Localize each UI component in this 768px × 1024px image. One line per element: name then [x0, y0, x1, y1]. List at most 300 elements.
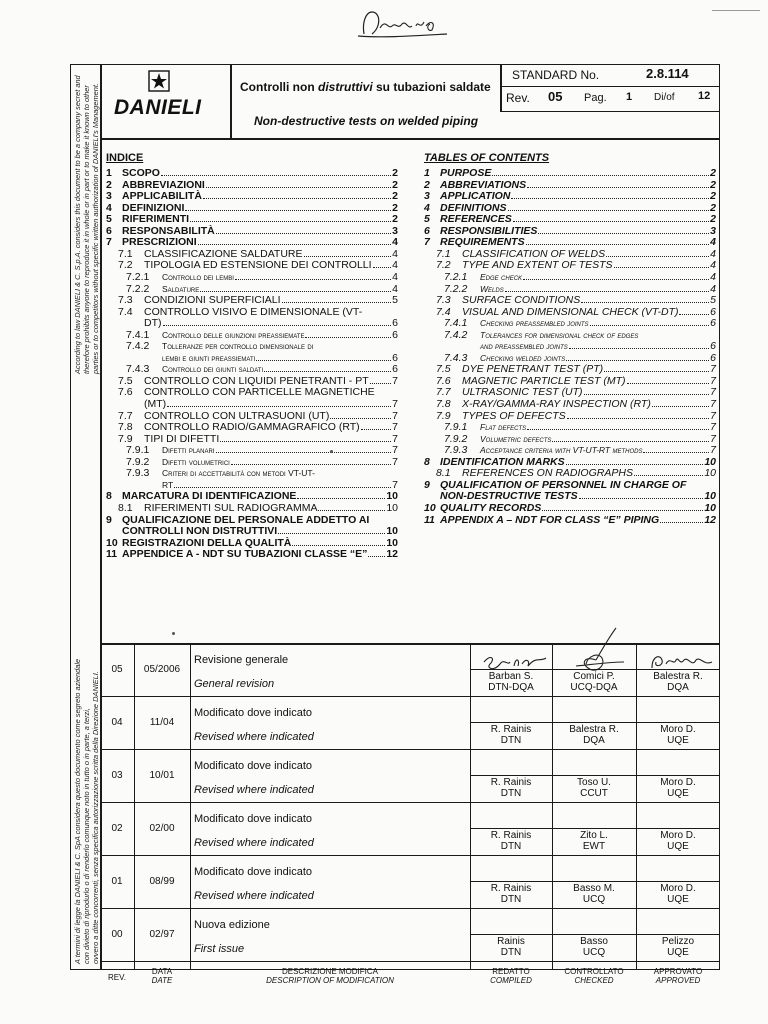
footer-date-label-en: DATE	[151, 976, 173, 985]
toc-entry-number: 7.9.2	[444, 432, 468, 445]
toc-entry-page: 2	[710, 167, 716, 179]
toc-entry-page: 7	[710, 363, 716, 376]
toc-entry-title: (MT)	[144, 398, 167, 410]
toc-entry-page: 7	[392, 478, 398, 491]
toc-entry-number: 7.7	[436, 386, 451, 399]
toc-entry-number: 7.9	[118, 432, 133, 445]
toc-leader	[526, 244, 710, 245]
toc-entry	[118, 386, 398, 398]
toc-entry-page: 4	[392, 259, 398, 272]
toc-entry-page: 4	[710, 236, 716, 249]
of-label: Di/of	[654, 92, 675, 103]
toc-entry-title: QUALIFICATION OF PERSONNEL IN CHARGE OF	[440, 478, 687, 491]
footer-approved-label-en: APPROVED	[655, 976, 701, 985]
company-logo	[104, 66, 228, 136]
toc-leader	[167, 406, 391, 407]
compiled-by: R. Rainis	[490, 883, 532, 894]
toc-entry-number: 7	[424, 236, 430, 249]
revision-description-it: Modificato dove indicato	[194, 760, 313, 772]
table-column-rule	[134, 643, 135, 970]
toc-entry	[444, 329, 716, 341]
toc-leader	[652, 406, 709, 407]
revision-description-en: First issue	[194, 943, 245, 955]
checked-dept: UCQ	[582, 947, 606, 958]
toc-entry-page: 2	[710, 201, 716, 214]
toc-entry-page: 2	[710, 190, 716, 203]
revision-number: 05	[111, 664, 123, 675]
approved-dept: DQA	[667, 682, 689, 693]
approved-dept: UQE	[667, 735, 689, 746]
toc-entry-number: 10	[424, 501, 436, 514]
toc-entry-page: 6	[710, 305, 716, 318]
compiled-dept: DTN-DQA	[488, 682, 534, 693]
toc-entry-title: CLASSIFICAZIONE SALDATURE	[144, 247, 303, 260]
footer-approved-label: APPROVATO	[653, 967, 703, 976]
toc-entry-number: 7.6	[118, 386, 133, 399]
revision-date: 02/00	[149, 823, 175, 834]
footer-date-label: DATA	[151, 967, 173, 976]
approved-by: Moro D.	[660, 724, 696, 735]
toc-entry	[444, 352, 716, 364]
top-signature	[352, 4, 452, 42]
toc-entry	[118, 294, 398, 306]
toc-entry	[424, 213, 716, 225]
toc-entry	[126, 352, 398, 364]
revision-description-it: Modificato dove indicato	[194, 707, 313, 719]
footer-desc-label-en: DESCRIPTION OF MODIFICATION	[266, 976, 394, 985]
toc-entry	[118, 248, 398, 260]
table-row-rule	[100, 696, 720, 697]
toc-entry	[424, 514, 716, 526]
toc-entry-number: 7.2.1	[444, 270, 468, 283]
toc-entry-title: TYPES OF DEFECTS	[462, 409, 566, 422]
toc-leader	[318, 510, 385, 511]
toc-entry	[424, 456, 716, 468]
toc-leader	[174, 487, 391, 488]
toc-entry-title: PRESCRIZIONI	[122, 236, 197, 249]
toc-leader	[282, 302, 392, 303]
toc-leader	[216, 452, 392, 453]
revision-date: 11/04	[149, 717, 175, 728]
toc-entry-title: VISUAL AND DIMENSIONAL CHECK (VT-DT)	[462, 305, 679, 318]
checked-by: Basso M.	[573, 883, 615, 894]
toc-entry-title: Edge check	[480, 271, 523, 282]
toc-entry	[118, 502, 398, 514]
revision-description-en: Revised where indicated	[194, 731, 314, 743]
header-mid-rule	[500, 111, 720, 112]
toc-entry-number: 4	[424, 201, 430, 214]
toc-entry-title: RIFERIMENTI	[122, 213, 190, 226]
toc-entry	[106, 167, 398, 179]
toc-entry-title: Difetti volumetrici	[162, 456, 230, 467]
toc-entry-title: CLASSIFICATION OF WELDS	[462, 247, 606, 260]
revision-description-it: Modificato dove indicato	[194, 866, 313, 878]
toc-entry-title: Checking preassembled joints	[480, 318, 589, 329]
toc-entry-title: QUALIFICAZIONE DEL PERSONALE ADDETTO AI	[122, 513, 370, 526]
toc-entry-page: 6	[710, 340, 716, 353]
toc-en-heading: TABLES OF CONTENTS	[424, 152, 550, 164]
compiled-dept: DTN	[500, 894, 522, 905]
toc-entry	[424, 202, 716, 214]
toc-entry-number: 7.4	[118, 305, 133, 318]
approved-by: Pelizzo	[661, 936, 695, 947]
toc-entry-page: 5	[392, 294, 398, 307]
toc-entry	[106, 225, 398, 237]
toc-entry-number: 2	[424, 178, 430, 191]
toc-leader	[508, 210, 710, 211]
table-row-rule	[100, 802, 720, 803]
toc-entry-title: ABBREVIAZIONI	[122, 178, 205, 191]
toc-entry-page: 2	[710, 213, 716, 226]
toc-entry	[126, 271, 398, 283]
toc-entry-title: ABBREVIATIONS	[440, 178, 527, 191]
toc-leader	[584, 394, 710, 395]
toc-entry-number: 7.4.2	[444, 328, 468, 341]
toc-entry	[424, 502, 716, 514]
toc-entry	[126, 444, 398, 456]
toc-entry-title: APPLICATION	[440, 190, 511, 203]
toc-entry	[126, 479, 398, 491]
compiled-dept: DTN	[500, 841, 522, 852]
toc-entry	[436, 294, 716, 306]
table-signer-rule	[470, 722, 720, 723]
toc-entry-page: 10	[704, 490, 716, 503]
revision-description-it: Revisione generale	[194, 654, 289, 666]
toc-leader	[581, 302, 709, 303]
toc-entry-number: 9	[424, 478, 430, 491]
checked-dept: CCUT	[580, 788, 608, 799]
revision-description-en: Revised where indicated	[194, 784, 314, 796]
toc-leader	[256, 360, 391, 361]
toc-entry	[436, 248, 716, 260]
toc-entry-page: 12	[704, 513, 716, 526]
toc-entry-number: 4	[106, 201, 112, 214]
toc-entry-title: MARCATURA DI IDENTIFICAZIONE	[122, 490, 297, 503]
toc-leader	[566, 464, 704, 465]
table-signer-rule	[470, 775, 720, 776]
toc-entry	[118, 410, 398, 422]
approved-dept: UQE	[667, 841, 689, 852]
checked-by: Toso U.	[577, 777, 611, 788]
toc-entry-number: 10	[106, 536, 118, 549]
toc-entry-page: 10	[386, 490, 398, 503]
toc-entry-page: 2	[392, 167, 398, 179]
side-strip-divider	[100, 64, 102, 970]
toc-entry-page: 6	[392, 363, 398, 376]
header-standard-divider	[500, 64, 502, 112]
toc-entry	[126, 363, 398, 375]
toc-it-heading: INDICE	[106, 152, 144, 164]
toc-entry	[444, 271, 716, 283]
toc-entry-page: 7	[392, 421, 398, 434]
toc-entry-page: 2	[392, 178, 398, 191]
checked-dept: DQA	[583, 735, 605, 746]
toc-entry-number: 8	[424, 455, 430, 468]
toc-leader	[492, 175, 709, 176]
compiled-dept: DTN	[500, 788, 522, 799]
toc-entry-title: and preassembled joints	[480, 341, 568, 352]
toc-entry-number: 3	[106, 190, 112, 203]
toc-leader	[634, 475, 703, 476]
toc-entry-title: Saldature	[162, 283, 200, 294]
toc-leader	[200, 291, 391, 292]
checked-dept: UCQ	[582, 894, 606, 905]
toc-entry	[444, 340, 716, 352]
toc-leader	[505, 291, 709, 292]
toc-entry	[118, 398, 398, 410]
header-logo-divider	[230, 64, 232, 139]
revision-number: 01	[111, 876, 123, 887]
toc-leader	[220, 441, 391, 442]
toc-entry	[436, 363, 716, 375]
toc-entry-page: 3	[710, 224, 716, 237]
toc-entry-title: Acceptance criteria with VT-UT-RT methods	[480, 445, 643, 456]
toc-entry-page: 10	[386, 536, 398, 549]
toc-entry	[126, 340, 398, 352]
toc-entry-page: 4	[392, 247, 398, 260]
toc-entry-number: 7.7	[118, 409, 133, 422]
toc-leader	[330, 418, 391, 419]
toc-leader	[590, 325, 710, 326]
revision-date: 02/97	[149, 929, 175, 940]
toc-entry	[436, 467, 716, 479]
table-signer-rule	[470, 828, 720, 829]
toc-entry-number: 7.2.2	[126, 282, 150, 295]
toc-entry-number: 1	[106, 167, 112, 179]
rev-label: Rev.	[506, 91, 530, 105]
toc-entry-title: SCOPO	[122, 167, 160, 179]
toc-leader	[161, 175, 391, 176]
toc-entry-number: 5	[424, 213, 430, 226]
revision-description-en: Revised where indicated	[194, 890, 314, 902]
toc-leader	[606, 256, 709, 257]
toc-leader	[185, 210, 391, 211]
footer-compiled-label-en: COMPILED	[490, 976, 532, 985]
toc-entry	[126, 467, 398, 479]
approved-by: Moro D.	[660, 883, 696, 894]
toc-entry-number: 7.9	[436, 409, 451, 422]
toc-entry-title: REGISTRAZIONI DELLA QUALITÀ	[122, 536, 292, 549]
toc-leader	[305, 337, 391, 338]
toc-leader	[203, 198, 391, 199]
toc-entry-page: 7	[710, 421, 716, 434]
toc-entry	[118, 259, 398, 271]
toc-entry-title: CONTROLLO VISIVO E DIMENSIONALE (VT-	[144, 305, 363, 318]
toc-entry-number: 7.9.3	[444, 444, 468, 457]
approved-dept: UQE	[667, 894, 689, 905]
toc-entry	[444, 421, 716, 433]
toc-entry-page: 7	[392, 444, 398, 457]
toc-entry-title: QUALITY RECORDS	[440, 501, 542, 514]
toc-entry-title: CONTROLLO CON ULTRASUONI (UT)	[144, 409, 330, 422]
toc-entry	[424, 225, 716, 237]
company-name: DANIELI	[114, 96, 202, 119]
toc-entry-page: 10	[386, 525, 398, 538]
toc-entry-title: APPENDICE A - NDT SU TUBAZIONI CLASSE “E”	[122, 548, 368, 561]
toc-entry-page: 4	[710, 247, 716, 260]
toc-entry	[118, 317, 398, 329]
toc-entry-page: 7	[710, 444, 716, 457]
toc-entry-title: Checking welded joints	[480, 352, 566, 363]
toc-leader	[614, 267, 710, 268]
document-title-it: Controlli non distruttivi su tubazioni saldate	[240, 80, 491, 94]
toc-leader	[511, 198, 709, 199]
toc-entry	[424, 236, 716, 248]
table-signer-rule	[470, 881, 720, 882]
toc-entry-number: 7.5	[436, 363, 451, 376]
stray-mark	[172, 632, 175, 635]
footer-checked-label: CONTROLLATO	[564, 967, 624, 976]
toc-entry-page: 10	[704, 467, 716, 480]
toc-leader	[231, 464, 391, 465]
toc-entry-page: 4	[392, 282, 398, 295]
toc-entry	[444, 444, 716, 456]
toc-entry-page: 12	[386, 548, 398, 561]
stray-mark	[330, 450, 333, 453]
toc-entry-page: 6	[710, 351, 716, 364]
compiled-dept: DTN	[500, 735, 522, 746]
standard-number: 2.8.114	[646, 66, 689, 81]
toc-entry-number: 7.2	[436, 259, 451, 272]
toc-entry-number: 7.2	[118, 259, 133, 272]
toc-entry-number: 7.9.2	[126, 455, 150, 468]
toc-entry-title: Volumetric defects	[480, 433, 552, 444]
toc-entry-title: Tolerances for dimensional check of edges	[480, 329, 639, 340]
toc-entry-number: 7.9.1	[444, 421, 468, 434]
toc-leader	[579, 498, 704, 499]
toc-entry	[106, 213, 398, 225]
footer-compiled-label: REDATTO	[492, 967, 530, 976]
toc-leader	[264, 371, 391, 372]
checked-by: Comici P.	[573, 671, 615, 682]
toc-entry	[436, 410, 716, 422]
document-title-en: Non-destructive tests on welded piping	[254, 114, 479, 128]
toc-entry-title: RT	[162, 479, 174, 490]
toc-entry-number: 7.5	[118, 374, 133, 387]
toc-leader	[604, 371, 709, 372]
total-pages: 12	[698, 90, 711, 102]
toc-entry-page: 4	[710, 270, 716, 283]
toc-entry-page: 10	[704, 501, 716, 514]
table-row-rule	[100, 908, 720, 909]
toc-leader	[679, 314, 709, 315]
toc-leader	[552, 441, 709, 442]
toc-entry-page: 6	[710, 317, 716, 330]
revision-number: 00	[111, 929, 123, 940]
toc-entry-title: X-RAY/GAMMA-RAY INSPECTION (RT)	[462, 398, 651, 410]
toc-leader	[361, 429, 392, 430]
toc-leader	[523, 279, 709, 280]
toc-entry-title: IDENTIFICATION MARKS	[440, 455, 565, 468]
approved-by: Moro D.	[660, 777, 696, 788]
toc-entry-number: 6	[424, 224, 430, 237]
compiled-by: Barban S.	[488, 671, 534, 682]
toc-entry-number: 11	[106, 548, 118, 561]
page-label: Pag.	[584, 92, 607, 104]
toc-entry-title: NON-DESTRUCTIVE TESTS	[440, 490, 578, 503]
toc-entry-page: 6	[392, 351, 398, 364]
toc-entry-title: DEFINITIONS	[440, 201, 507, 214]
toc-entry-number: 5	[106, 213, 112, 226]
toc-leader	[198, 244, 391, 245]
toc-leader	[292, 545, 385, 546]
checked-dept: EWT	[582, 841, 606, 852]
toc-entry-page: 7	[392, 398, 398, 410]
toc-entry-number: 8	[106, 490, 112, 503]
toc-entry-number: 8.1	[436, 467, 451, 480]
standard-label: STANDARD No.	[512, 68, 600, 82]
toc-entry-number: 7.9.3	[126, 467, 150, 480]
rev-number: 05	[548, 89, 563, 104]
toc-entry-title: MAGNETIC PARTICLE TEST (MT)	[462, 374, 626, 387]
toc-entry-page: 2	[710, 178, 716, 191]
table-row-rule	[100, 749, 720, 750]
toc-entry-number: 7	[106, 236, 112, 249]
toc-entry-title: RESPONSABILITÀ	[122, 224, 215, 237]
toc-leader	[368, 556, 385, 557]
toc-entry	[118, 433, 398, 445]
toc-entry	[126, 283, 398, 295]
toc-entry-page: 10	[386, 501, 398, 514]
toc-entry	[106, 490, 398, 502]
toc-entry-page: 7	[710, 398, 716, 410]
toc-entry	[126, 456, 398, 468]
toc-leader	[373, 267, 392, 268]
checked-by: Basso	[580, 936, 608, 947]
toc-leader	[527, 429, 709, 430]
compiled-by: R. Rainis	[490, 777, 532, 788]
revision-number: 03	[111, 770, 123, 781]
toc-entry-title: DT)	[144, 317, 162, 330]
toc-entry-page: 7	[710, 374, 716, 387]
header-standard-rule	[500, 86, 720, 87]
toc-entry-number: 9	[106, 513, 112, 526]
table-signer-rule	[470, 934, 720, 935]
toc-entry-title: REFERENCES ON RADIOGRAPHS	[462, 467, 633, 480]
toc-entry-title: CONDIZIONI SUPERFICIALI	[144, 294, 281, 307]
toc-leader	[206, 187, 391, 188]
toc-entry	[106, 190, 398, 202]
toc-entry-number: 7.8	[436, 398, 451, 410]
top-rule	[712, 10, 760, 11]
toc-entry-page: 4	[392, 236, 398, 249]
toc-entry-title: CONTROLLO CON PARTICELLE MAGNETICHE	[144, 386, 375, 399]
toc-entry-page: 7	[710, 432, 716, 445]
toc-entry-page: 7	[710, 409, 716, 422]
toc-entry-title: RESPONSIBILITIES	[440, 224, 538, 237]
toc-entry	[106, 525, 398, 537]
toc-entry	[126, 329, 398, 341]
toc-entry-title: CONTROLLI NON DISTRUTTIVI	[122, 525, 278, 538]
toc-entry-page: 7	[392, 432, 398, 445]
toc-entry	[424, 479, 716, 491]
toc-leader	[163, 325, 392, 326]
table-row-rule	[100, 961, 720, 962]
toc-leader	[190, 221, 391, 222]
toc-entry-number: 7.4.1	[126, 328, 150, 341]
toc-entry	[118, 421, 398, 433]
table-column-rule	[190, 643, 191, 970]
revision-date: 08/99	[149, 876, 175, 887]
toc-entry	[424, 490, 716, 502]
revision-number: 04	[111, 717, 123, 728]
toc-entry-number: 7.9.1	[126, 444, 150, 457]
toc-entry-title: Difetti planari	[162, 445, 215, 456]
toc-entry-title: Tolleranze per controllo dimensionale di	[162, 341, 314, 352]
toc-entry-number: 7.4.3	[126, 363, 150, 376]
toc-entry-title: REQUIREMENTS	[440, 236, 525, 249]
toc-entry-title: TIPI DI DIFETTI	[144, 432, 220, 445]
